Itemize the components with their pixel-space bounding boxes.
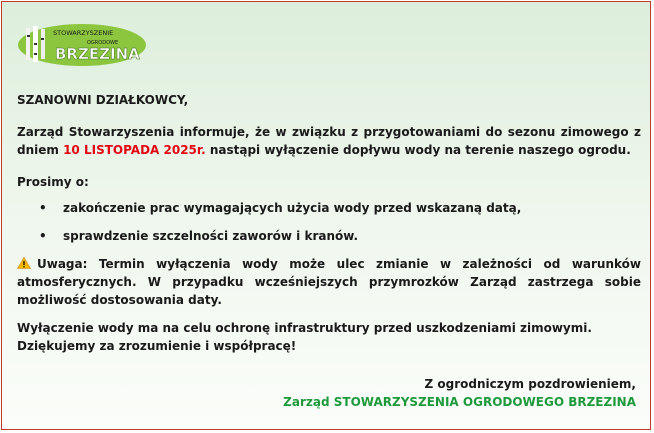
closing-line1: Wyłączenie wody ma na celu ochronę infrastruktury przed uszkodzeniami zimowymi. <box>17 321 592 335</box>
birch-trunk-1 <box>26 28 30 60</box>
birch-trunk-3 <box>41 29 45 59</box>
request-list <box>17 199 641 245</box>
bullet: • <box>39 229 47 243</box>
logo <box>17 23 147 67</box>
request-text: zakończenie prac wymagających użycia wody przed wskazaną datą, <box>63 201 522 215</box>
shutoff-date: 10 LISTOPADA 2025r. <box>63 143 206 157</box>
request-text: sprawdzenie szczelności zaworów i kranów. <box>63 229 359 243</box>
warning-triangle-icon <box>17 257 31 269</box>
greeting: SZANOWNI DZIAŁKOWCY, <box>17 93 189 107</box>
signature-board: Zarząd STOWARZYSZENIA OGRODOWEGO BRZEZINA <box>283 395 636 409</box>
notice-content <box>17 91 641 355</box>
logo-line1: STOWARZYSZENIE <box>53 29 114 37</box>
intro-paragraph <box>17 123 641 159</box>
logo-line2: OGRODOWE <box>87 40 119 46</box>
warning-text: Uwaga: Termin wyłączenia wody może ulec zmianie w zależności od warunków atmosferycznych. W przypadku wcześniejszych przymrozków Zarząd zastrzega sobie możliwość dostosowania daty. <box>17 257 641 307</box>
closing-line2: Dziękujemy za zrozumienie i współpracę! <box>17 339 297 353</box>
bullet: • <box>39 201 47 215</box>
signature <box>283 375 636 411</box>
warning-paragraph <box>17 255 641 309</box>
intro-after: nastąpi wyłączenie dopływu wody na terenie naszego ogrodu. <box>205 143 631 157</box>
signature-greeting: Z ogrodniczym pozdrowieniem, <box>424 377 636 391</box>
request-heading: Prosimy o: <box>17 175 89 189</box>
intro-before: Zarząd Stowarzyszenia informuje, że w związku z przygotowaniami do sezonu zimowego z dniem <box>17 125 641 157</box>
logo-line3: BRZEZINA <box>55 45 140 63</box>
list-item <box>39 199 641 217</box>
notice-panel <box>1 1 651 430</box>
list-item <box>39 227 641 245</box>
